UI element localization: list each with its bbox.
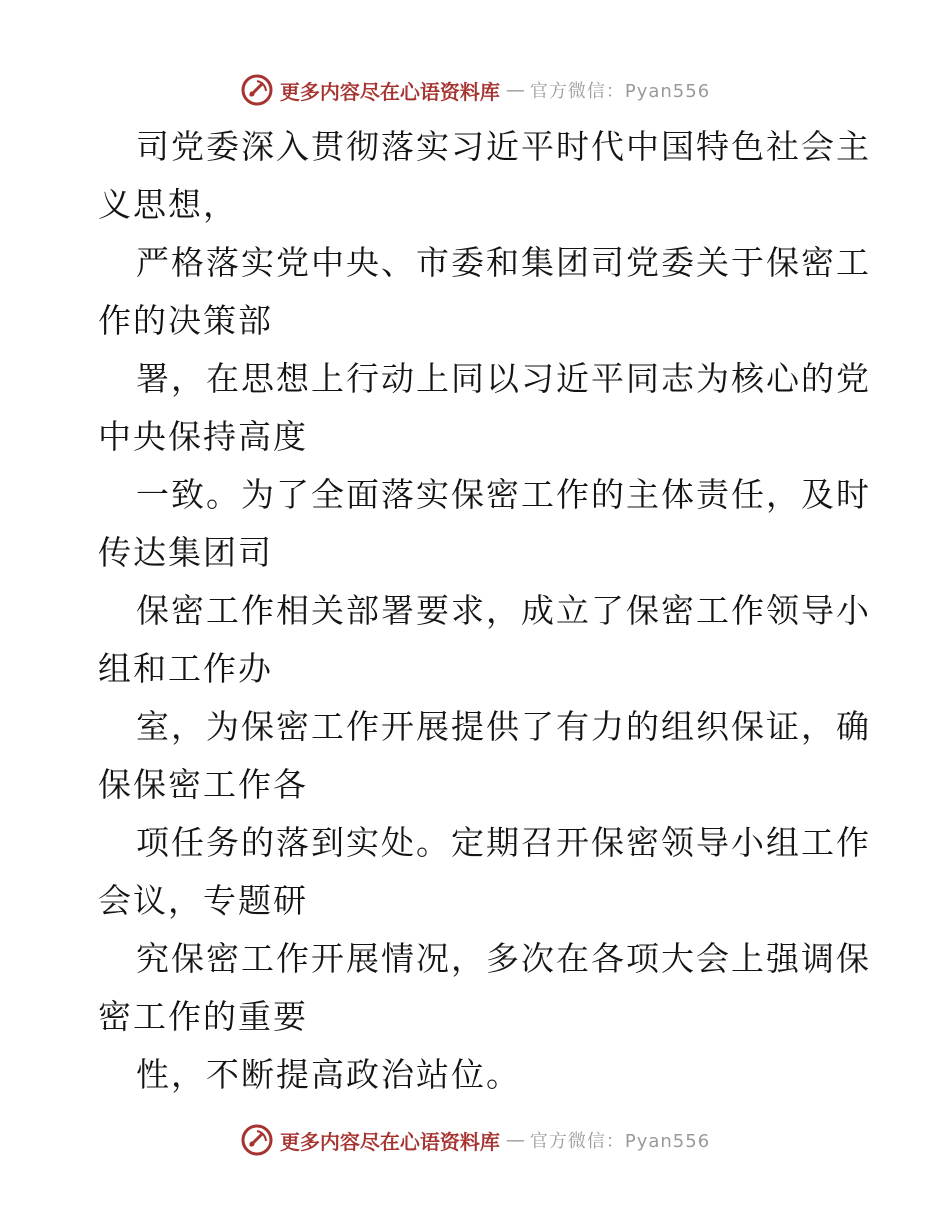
watermark-dash: — — [505, 79, 524, 101]
body-line: 一致。为了全面落实保密工作的主体责任，及时 — [136, 475, 871, 514]
body-line: 传达集团司 — [98, 533, 273, 572]
watermark-contact: 官方微信：Pyan556 — [529, 81, 711, 102]
seal-logo-icon — [240, 1123, 274, 1157]
body-line: 性，不断提高政治站位。 — [136, 1055, 521, 1094]
body-line: 会议，专题研 — [98, 881, 308, 920]
body-line: 严格落实党中央、市委和集团司党委关于保密工 — [136, 243, 871, 282]
body-line: 作的决策部 — [98, 301, 273, 340]
body-line: 究保密工作开展情况，多次在各项大会上强调保 — [136, 939, 871, 978]
body-line: 项任务的落到实处。定期召开保密领导小组工作 — [136, 823, 871, 862]
watermark-contact: 官方微信：Pyan556 — [529, 1131, 711, 1152]
body-line: 中央保持高度 — [98, 417, 308, 456]
footer-watermark — [0, 1120, 950, 1160]
document-body — [98, 118, 871, 1104]
body-line: 组和工作办 — [98, 649, 273, 688]
watermark-text: 更多内容尽在心语资料库 — [279, 1129, 500, 1154]
watermark-text: 更多内容尽在心语资料库 — [279, 79, 500, 104]
body-line: 保密工作相关部署要求，成立了保密工作领导小 — [136, 591, 871, 630]
body-line: 保保密工作各 — [98, 765, 308, 804]
body-line: 义思想， — [98, 185, 238, 224]
seal-logo-icon — [240, 73, 274, 107]
header-watermark — [0, 70, 950, 110]
body-line: 密工作的重要 — [98, 997, 308, 1036]
watermark-dash: — — [505, 1129, 524, 1151]
body-line: 室，为保密工作开展提供了有力的组织保证，确 — [136, 707, 871, 746]
body-line: 署，在思想上行动上同以习近平同志为核心的党 — [136, 359, 871, 398]
body-line: 司党委深入贯彻落实习近平时代中国特色社会主 — [136, 127, 871, 166]
